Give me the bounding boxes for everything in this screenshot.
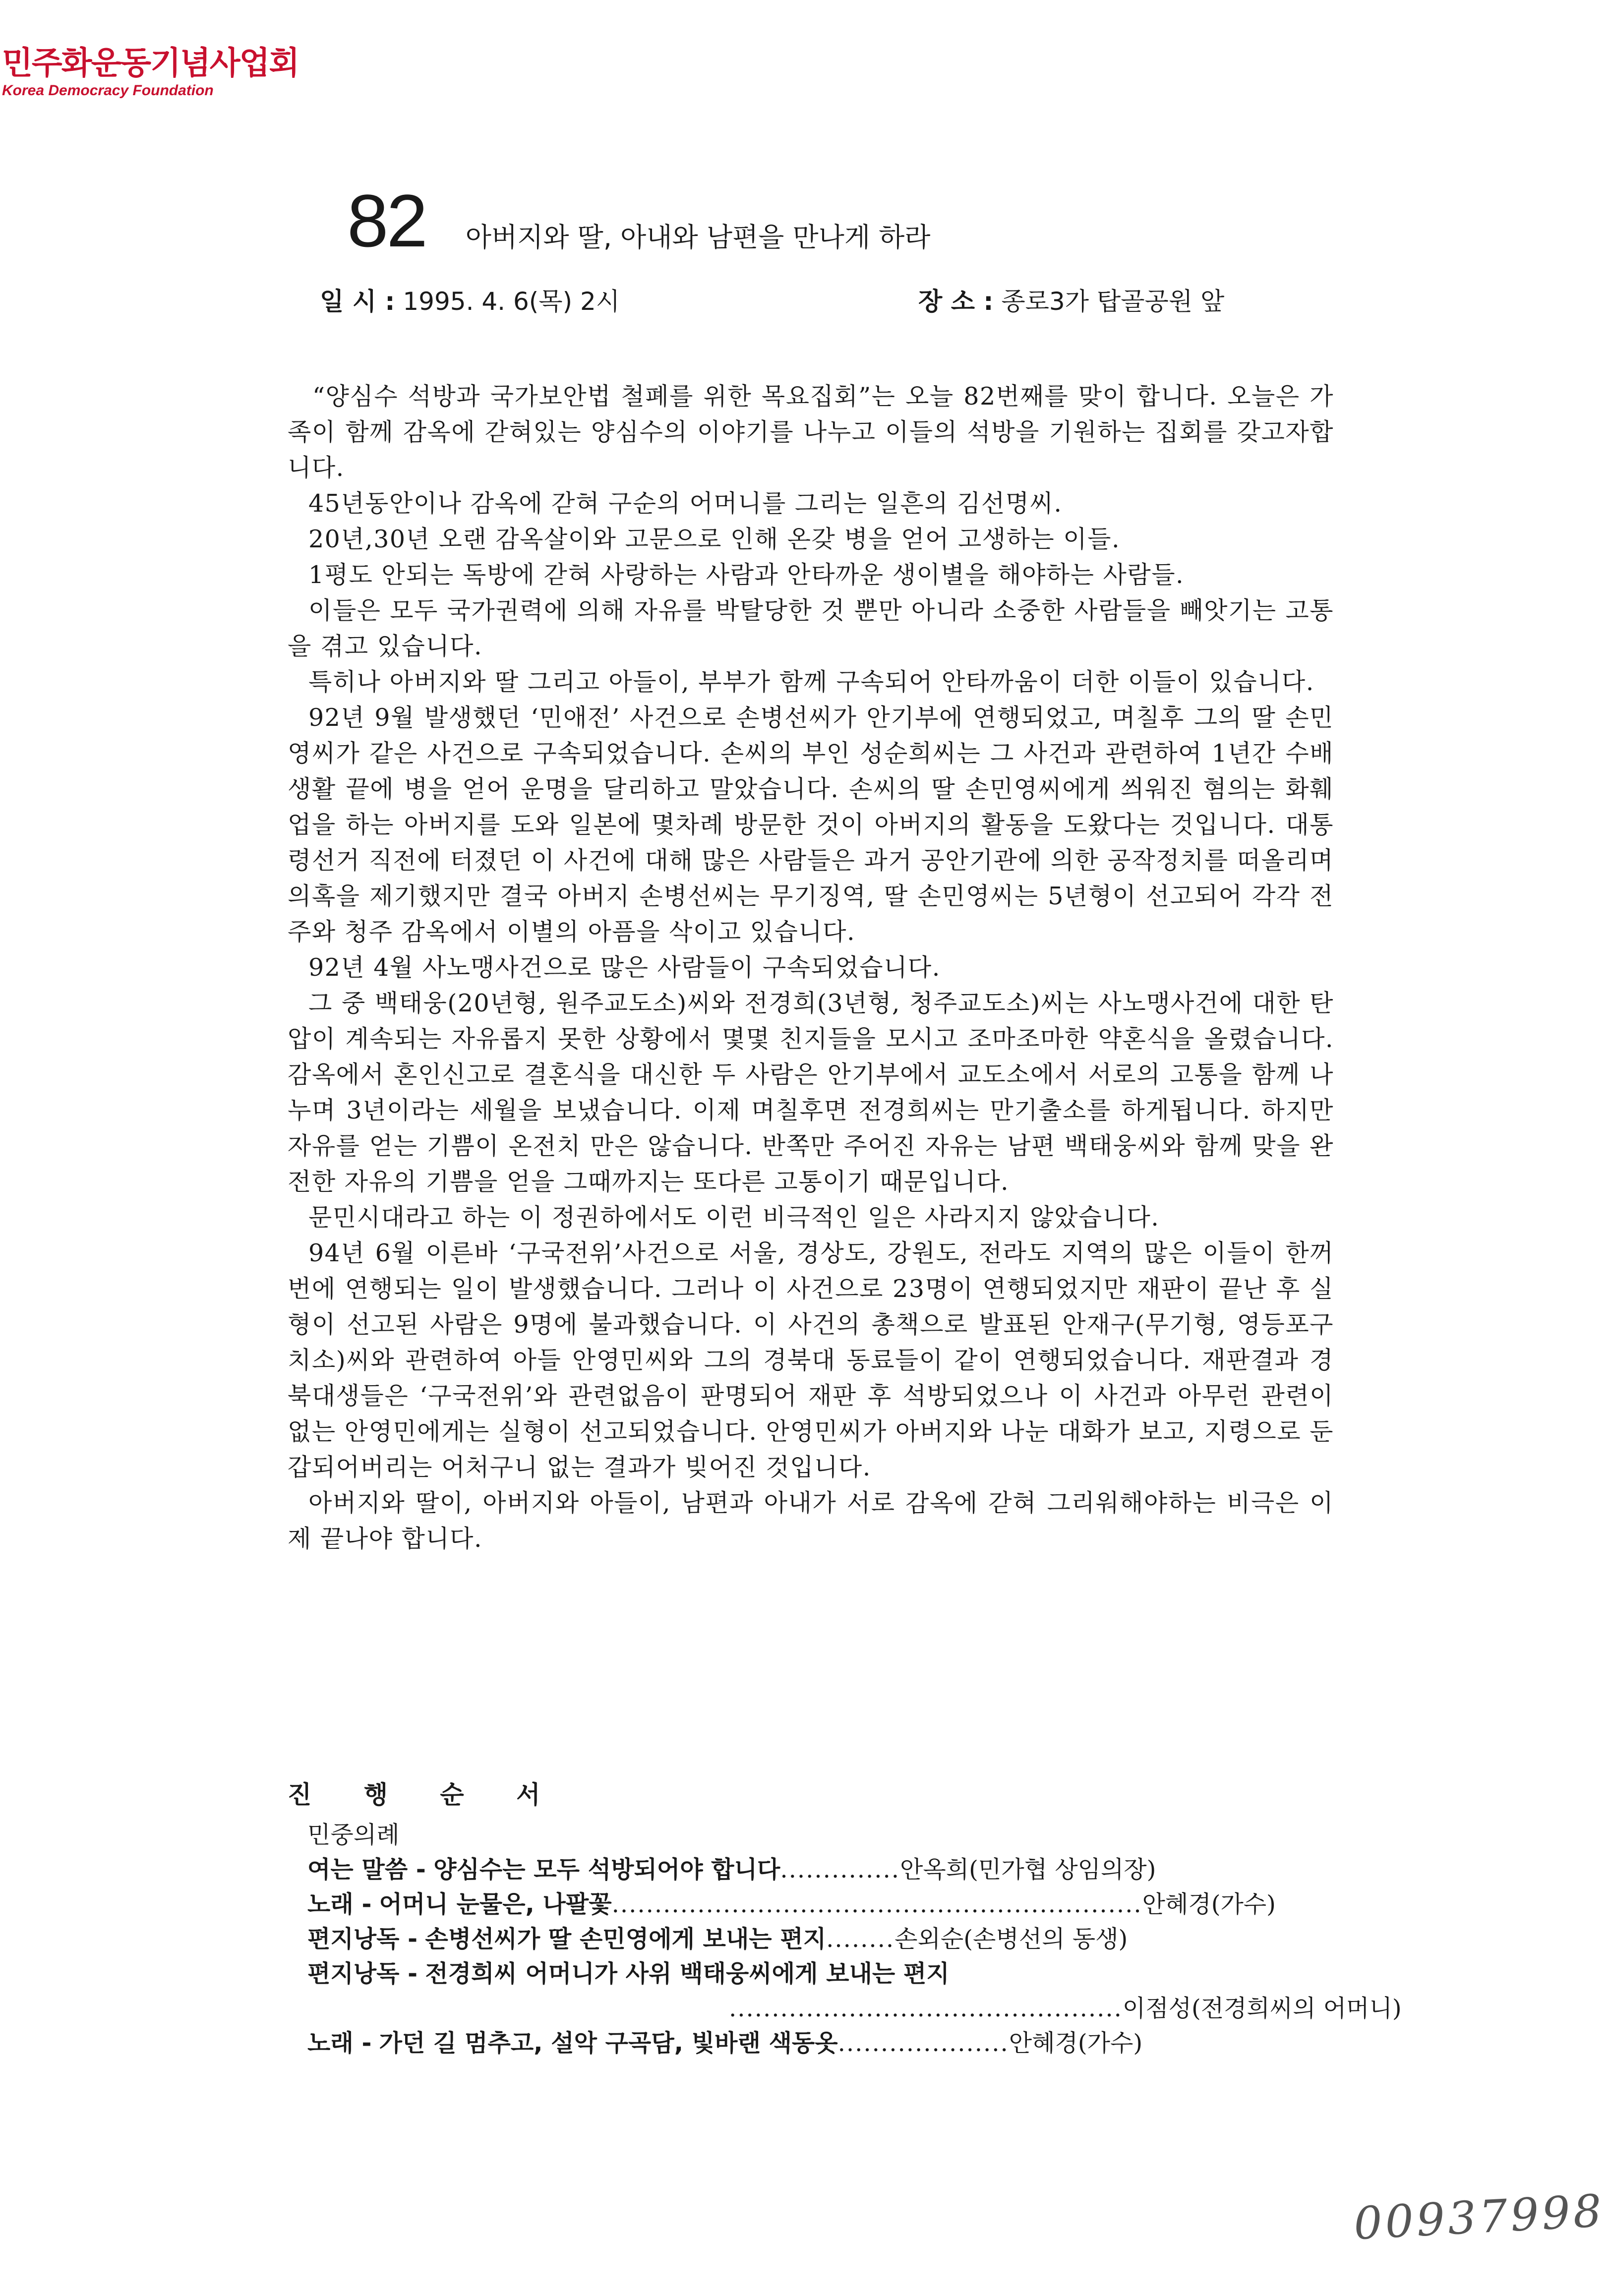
program-subtitle: 민중의례: [307, 1821, 400, 1849]
logo-name-kr: 민주화운동기념사업회: [2, 45, 299, 82]
item-dots: ....................: [837, 2029, 1009, 2057]
item-dots: ..............................................................: [611, 1890, 1142, 1918]
program-item: [307, 1922, 1334, 1956]
program-section: [288, 1775, 1402, 2061]
program-list: [307, 1852, 1402, 2061]
paragraph: 20년,30년 오랜 감옥살이와 고문으로 인해 온갖 병을 얻어 고생하는 이들.: [308, 525, 1121, 553]
paragraph: 92년 4월 사노맹사건으로 많은 사람들이 구속되었습니다.: [308, 953, 941, 982]
item-text: 손병선씨가 딸 손민영에게 보내는 편지: [425, 1925, 827, 1953]
paragraph: “양심수 석방과 국가보안법 철폐를 위한 목요집회”는 오늘 82번째를 맞이 합니다. 오늘은 가족이 함께 감옥에 갇혀있는 양심수의 이야기를 나누고 이들의 석방을 기원하는 집회를 갖고자합니다.: [288, 382, 1334, 482]
paragraph: 92년 9월 발생했던 ‘민애전’ 사건으로 손병선씨가 안기부에 연행되었고, 며칠후 그의 딸 손민영씨가 같은 사건으로 구속되었습니다. 손씨의 부인 성순희씨는 그 사건과 관련하여 1년간 수배생활 끝에 병을 얻어 운명을 달리하고 말았습니다. 손씨의 딸 손민영씨에게 씌워진 혐의는 화훼업을 하는 아버지를 도와 일본에 몇차례 방문한 것이 아버지의 활동을 도왔다는 것입니다. 대통령선거 직전에 터졌던 이 사건에 대해 많은 사람들은 과거 공안기관에 의한 공작정치를 떠올리며 의혹을 제기했지만 결국 아버지 손병선씨는 무기징역, 딸 손민영씨는 5년형이 선고되어 각각 전주와 청주 감옥에서 이별의 아픔을 삭이고 있습니다.: [288, 704, 1334, 946]
paragraph: 94년 6월 이른바 ‘구국전위’사건으로 서울, 경상도, 강원도, 전라도 지역의 많은 이들이 한꺼번에 연행되는 일이 발생했습니다. 그러나 이 사건으로 23명이 연행되었지만 재판이 끝난 후 실형이 선고된 사람은 9명에 불과했습니다. 이 사건의 총책으로 발표된 안재구(무기형, 영등포구치소)씨와 관련하여 아들 안영민씨와 그의 경북대 동료들이 같이 연행되었습니다. 재판결과 경북대생들은 ‘구국전위’와 관련없음이 판명되어 재판 후 석방되었으나 이 사건과 아무런 관련이 없는 안영민에게는 실형이 선고되었습니다. 안영민씨가 아버지와 나눈 대화가 보고, 지령으로 둔갑되어버리는 어처구니 없는 결과가 빚어진 것입니다.: [288, 1239, 1334, 1481]
item-dots: ..............................................: [729, 1995, 1123, 2022]
paragraph: 1평도 안되는 독방에 갇혀 사랑하는 사람과 안타까운 생이별을 해야하는 사람들.: [308, 561, 1185, 589]
program-title: 진 행 순 서: [288, 1780, 562, 1809]
rally-number: 82: [347, 179, 426, 262]
program-item: [307, 1887, 1334, 1922]
time-value: 1995. 4. 6(목) 2시: [403, 287, 620, 316]
paragraph: 이들은 모두 국가권력에 의해 자유를 박탈당한 것 뿐만 아니라 소중한 사람들을 빼앗기는 고통을 겪고 있습니다.: [288, 596, 1334, 660]
event-place: [918, 282, 1224, 317]
item-label: 편지낭독 -: [307, 1925, 418, 1953]
item-speaker: 손외순(손병선의 동생): [895, 1925, 1128, 1953]
paragraph: 아버지와 딸이, 아버지와 아들이, 남편과 아내가 서로 감옥에 갇혀 그리워해야하는 비극은 이제 끝나야 합니다.: [288, 1489, 1334, 1553]
paragraph: 45년동안이나 감옥에 갇혀 구순의 어머니를 그리는 일흔의 김선명씨.: [308, 489, 1063, 518]
document-heading: [347, 179, 931, 262]
item-text: 양심수는 모두 석방되어야 합니다: [433, 1856, 780, 1884]
foundation-logo: [2, 45, 299, 99]
archive-number: 00937998: [1352, 2184, 1606, 2250]
item-speaker: 안혜경(가수): [1142, 1890, 1276, 1918]
item-dots: ........: [826, 1925, 895, 1953]
program-item: [307, 1956, 1334, 1991]
rally-title: 아버지와 딸, 아내와 남편을 만나게 하라: [465, 222, 931, 253]
body-text: [288, 379, 1334, 1557]
item-text: 어머니 눈물은, 나팔꽃: [379, 1890, 612, 1918]
item-label: 여는 말씀 -: [307, 1856, 426, 1884]
item-text: 가던 길 멈추고, 설악 구곡담, 빛바랜 색동옷: [379, 2029, 838, 2057]
item-label: 노래 -: [307, 2029, 372, 2057]
place-value: 종로3가 탑골공원 앞: [1001, 287, 1225, 316]
program-item: [307, 1991, 1402, 2026]
item-speaker: 안옥희(민가협 상임의장): [900, 1856, 1156, 1884]
item-label: 편지낭독 -: [307, 1960, 418, 1988]
program-item: [307, 1852, 1334, 1887]
logo-name-en: Korea Democracy Foundation: [2, 82, 214, 99]
item-speaker: 이점성(전경희씨의 어머니): [1122, 1995, 1402, 2022]
paragraph: 특히나 아버지와 딸 그리고 아들이, 부부가 함께 구속되어 안타까움이 더한 이들이 있습니다.: [308, 668, 1314, 696]
program-item: [307, 2026, 1334, 2061]
place-label: 장 소 :: [918, 287, 994, 316]
item-text: 전경희씨 어머니가 사위 백태웅씨에게 보내는 편지: [425, 1960, 950, 1988]
time-label: 일 시 :: [320, 287, 395, 316]
paragraph: 그 중 백태웅(20년형, 원주교도소)씨와 전경희(3년형, 청주교도소)씨는 사노맹사건에 대한 탄압이 계속되는 자유롭지 못한 상황에서 몇몇 친지들을 모시고 조마조마한 약혼식을 올렸습니다. 감옥에서 혼인신고로 결혼식을 대신한 두 사람은 안기부에서 교도소에서 서로의 고통을 함께 나누며 3년이라는 세월을 보냈습니다. 이제 며칠후면 전경희씨는 만기출소를 하게됩니다. 하지만 자유를 얻는 기쁨이 온전치 만은 않습니다. 반쪽만 주어진 자유는 남편 백태웅씨와 함께 맞을 완전한 자유의 기쁨을 얻을 그때까지는 또다른 고통이기 때문입니다.: [288, 989, 1334, 1196]
item-dots: ..............: [780, 1856, 900, 1884]
item-speaker: 안혜경(가수): [1009, 2029, 1143, 2057]
event-time: [320, 282, 620, 317]
item-label: 노래 -: [307, 1890, 372, 1918]
paragraph: 문민시대라고 하는 이 정권하에서도 이런 비극적인 일은 사라지지 않았습니다.: [308, 1203, 1160, 1232]
